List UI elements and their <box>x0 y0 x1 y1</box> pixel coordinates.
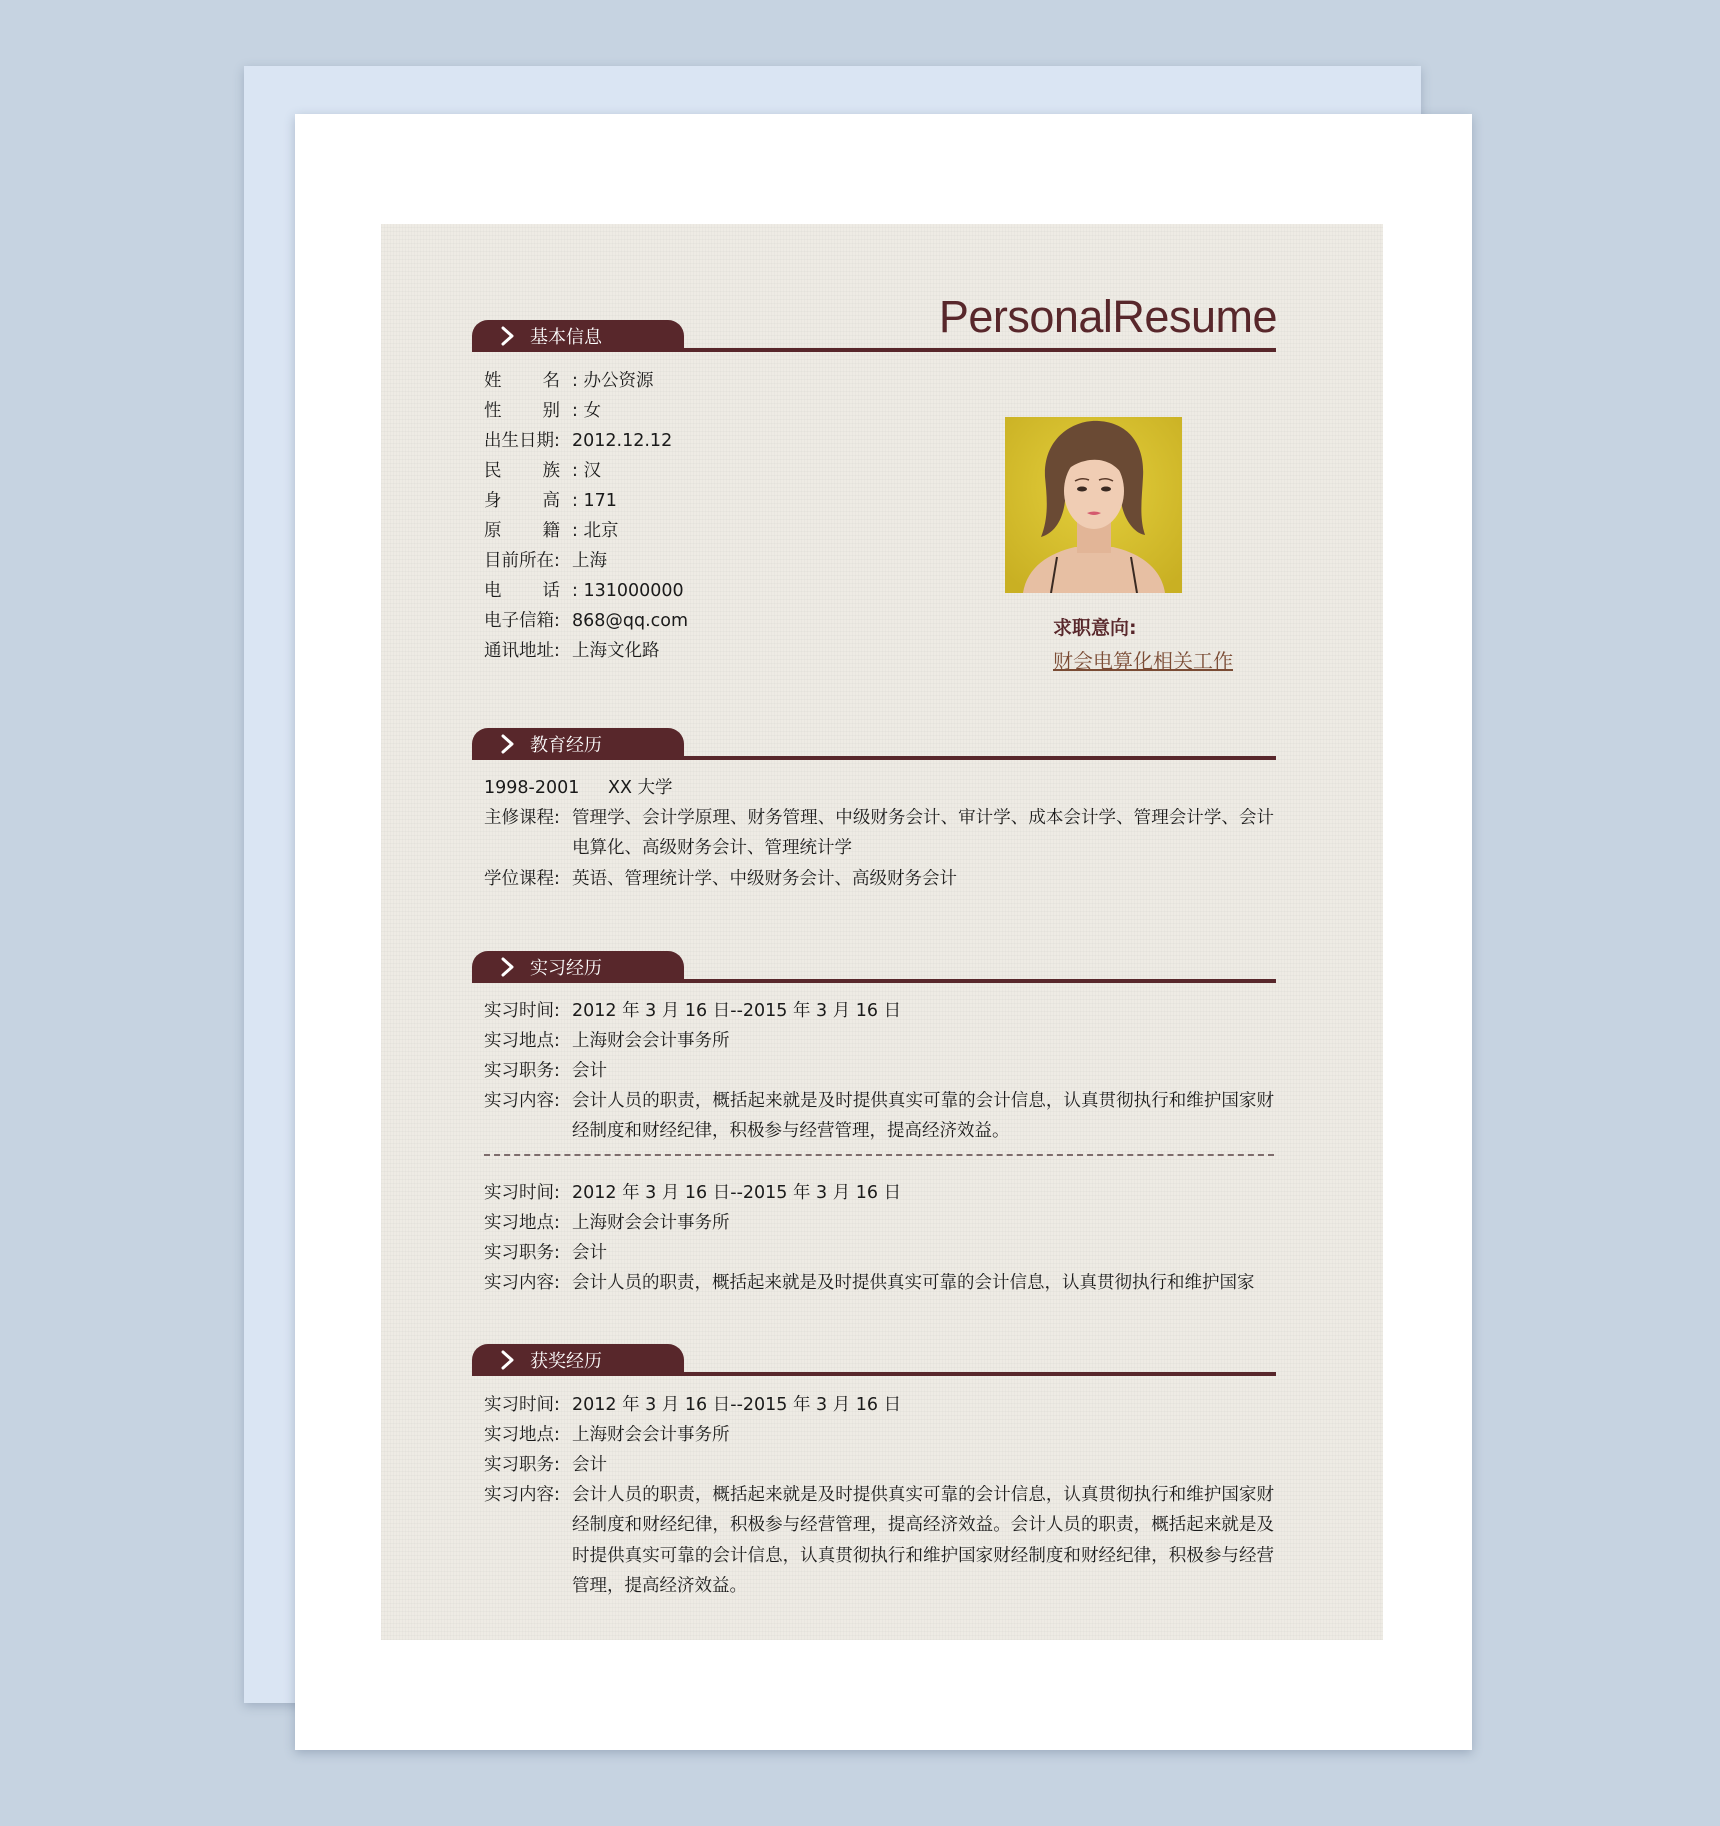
education-major-row <box>484 803 1274 864</box>
info-row-height <box>484 486 617 516</box>
field-value: 上海财会会计事务所 <box>572 1031 730 1051</box>
chevron-right-icon <box>500 734 516 754</box>
info-label: 电子信箱: <box>484 611 560 631</box>
field-label: 实习职务: <box>484 1243 560 1263</box>
info-value: : 汉 <box>572 461 601 481</box>
field-value: 会计 <box>572 1243 607 1263</box>
info-label: 出生日期: <box>484 431 560 451</box>
info-value: : 女 <box>572 401 601 421</box>
info-row-name <box>484 366 653 396</box>
info-row-birthdate <box>484 426 672 456</box>
chevron-right-icon <box>500 1350 516 1370</box>
job-intent-label: 求职意向: <box>1053 617 1137 639</box>
field-value: 会计人员的职责，概括起来就是及时提供真实可靠的会计信息，认真贯彻执行和维护国家 <box>572 1273 1255 1293</box>
field-label: 实习时间: <box>484 1001 560 1021</box>
field-value: 2012 年 3 月 16 日--2015 年 3 月 16 日 <box>572 1001 902 1021</box>
section-header-education <box>472 728 1276 760</box>
info-row-hometown <box>484 516 618 546</box>
field-value: 上海财会会计事务所 <box>572 1425 730 1445</box>
section-title-internship: 实习经历 <box>530 958 602 979</box>
field-value: 2012 年 3 月 16 日--2015 年 3 月 16 日 <box>572 1395 902 1415</box>
info-label: 原 籍 <box>484 521 560 541</box>
field-label: 实习时间: <box>484 1395 560 1415</box>
education-school: XX 大学 <box>608 778 673 798</box>
field-value: 2012 年 3 月 16 日--2015 年 3 月 16 日 <box>572 1183 902 1203</box>
award-content <box>484 1480 1274 1602</box>
field-label: 实习内容: <box>484 1091 560 1111</box>
education-major-label: 主修课程: <box>484 808 560 828</box>
info-value: : 171 <box>572 491 617 511</box>
info-value: 2012.12.12 <box>572 431 673 451</box>
resume-page <box>381 224 1383 1640</box>
field-label: 实习内容: <box>484 1273 560 1293</box>
info-value: 上海文化路 <box>572 641 660 661</box>
internship-2-content <box>484 1268 1274 1298</box>
info-value: 868@qq.com <box>572 611 689 631</box>
internship-1-role <box>484 1056 607 1086</box>
education-major-value: 管理学、会计学原理、财务管理、中级财务会计、审计学、成本会计学、管理会计学、会计电算化、高级财务会计、管理统计学 <box>572 808 1274 859</box>
field-value: 会计 <box>572 1061 607 1081</box>
field-label: 实习时间: <box>484 1183 560 1203</box>
field-label: 实习地点: <box>484 1031 560 1051</box>
info-label: 目前所在: <box>484 551 560 571</box>
field-value: 会计人员的职责，概括起来就是及时提供真实可靠的会计信息，认真贯彻执行和维护国家财经制度和财经纪律，积极参与经营管理，提高经济效益。 <box>572 1091 1274 1142</box>
info-row-address <box>484 636 660 666</box>
info-label: 民 族 <box>484 461 560 481</box>
info-value: : 131000000 <box>572 581 684 601</box>
info-label: 性 别 <box>484 401 560 421</box>
info-row-location <box>484 546 607 576</box>
info-label: 姓 名 <box>484 371 560 391</box>
section-tab <box>472 951 684 983</box>
resume-title: PersonalResume <box>938 291 1277 342</box>
info-value: 上海 <box>572 551 607 571</box>
section-tab <box>472 320 684 352</box>
info-value: : 办公资源 <box>572 371 654 391</box>
field-label: 实习地点: <box>484 1213 560 1233</box>
info-label: 电 话 <box>484 581 560 601</box>
field-label: 实习职务: <box>484 1061 560 1081</box>
field-label: 实习职务: <box>484 1455 560 1475</box>
field-value: 上海财会会计事务所 <box>572 1213 730 1233</box>
education-school-row <box>484 773 673 803</box>
education-years: 1998-2001 <box>484 778 580 798</box>
award-place <box>484 1420 730 1450</box>
chevron-right-icon <box>500 326 516 346</box>
section-title-basic: 基本信息 <box>530 327 602 348</box>
field-label: 实习地点: <box>484 1425 560 1445</box>
chevron-right-icon <box>500 957 516 977</box>
award-time <box>484 1390 901 1420</box>
award-role <box>484 1450 607 1480</box>
info-label: 通讯地址: <box>484 641 560 661</box>
job-intent-value[interactable]: 财会电算化相关工作 <box>1053 649 1233 673</box>
internship-1-content <box>484 1086 1274 1147</box>
info-row-gender <box>484 396 601 426</box>
field-value: 会计人员的职责，概括起来就是及时提供真实可靠的会计信息，认真贯彻执行和维护国家财经制度和财经纪律，积极参与经营管理，提高经济效益。会计人员的职责，概括起来就是及时提供真实可靠的会计信息，认真贯彻执行和维护国家财经制度和财经纪律，积极参与经营管理，提高经济效益。 <box>572 1485 1274 1597</box>
internship-2-role <box>484 1238 607 1268</box>
info-row-phone <box>484 576 684 606</box>
internship-1-place <box>484 1026 730 1056</box>
field-label: 实习内容: <box>484 1485 560 1505</box>
info-row-ethnicity <box>484 456 601 486</box>
dashed-divider <box>484 1154 1274 1156</box>
section-tab <box>472 728 684 760</box>
info-value: : 北京 <box>572 521 619 541</box>
section-header-awards <box>472 1344 1276 1376</box>
info-label: 身 高 <box>484 491 560 511</box>
education-degree-row <box>484 864 1274 894</box>
field-value: 会计 <box>572 1455 607 1475</box>
internship-2-time <box>484 1178 901 1208</box>
section-title-awards: 获奖经历 <box>530 1351 602 1372</box>
section-header-internship <box>472 951 1276 983</box>
section-header-basic <box>472 320 1276 352</box>
internship-2-place <box>484 1208 730 1238</box>
section-title-education: 教育经历 <box>530 735 602 756</box>
profile-photo <box>1005 417 1182 593</box>
info-row-email <box>484 606 688 636</box>
education-degree-label: 学位课程: <box>484 869 560 889</box>
section-tab <box>472 1344 684 1376</box>
internship-1-time <box>484 996 901 1026</box>
education-degree-value: 英语、管理统计学、中级财务会计、高级财务会计 <box>572 869 957 889</box>
